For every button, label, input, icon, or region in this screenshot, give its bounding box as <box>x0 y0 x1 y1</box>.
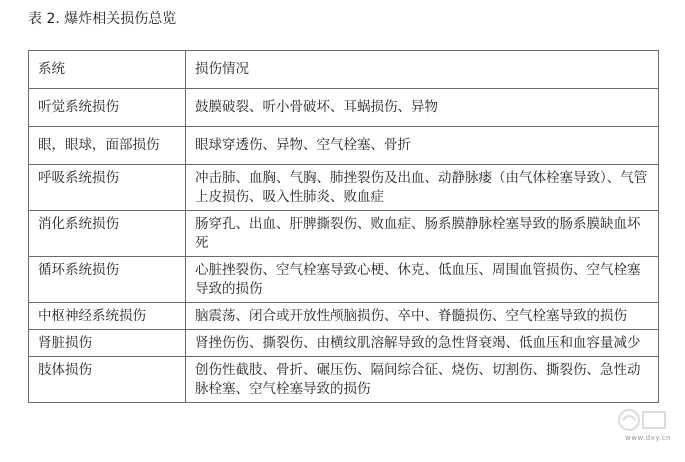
table-row <box>29 257 659 303</box>
table-row <box>29 357 659 403</box>
system-cell: 眼，眼球，面部损伤 <box>29 127 186 165</box>
table-row <box>29 127 659 165</box>
column-header-system: 系统 <box>29 51 186 89</box>
table-caption: 表 2. 爆炸相关损伤总览 <box>28 11 177 27</box>
watermark-text: www.dxy.cn <box>625 434 671 442</box>
injuries-cell: 鼓膜破裂、听小骨破坏、耳蜗损伤、异物 <box>186 89 659 127</box>
table-row <box>29 89 659 127</box>
injuries-cell: 肠穿孔、出血、肝脾撕裂伤、败血症、肠系膜静脉栓塞导致的肠系膜缺血坏死 <box>186 211 659 257</box>
system-cell: 循环系统损伤 <box>29 257 186 303</box>
system-cell: 呼吸系统损伤 <box>29 165 186 211</box>
system-cell: 消化系统损伤 <box>29 211 186 257</box>
injuries-cell: 脑震荡、闭合或开放性颅脑损伤、卒中、脊髓损伤、空气栓塞导致的损伤 <box>186 303 659 330</box>
injuries-cell: 创伤性截肢、骨折、碾压伤、隔间综合征、烧伤、切割伤、撕裂伤、急性动脉栓塞、空气栓塞导致的损伤 <box>186 357 659 403</box>
column-header-injuries: 损伤情况 <box>186 51 659 89</box>
table-row <box>29 165 659 211</box>
system-cell: 中枢神经系统损伤 <box>29 303 186 330</box>
system-cell: 肢体损伤 <box>29 357 186 403</box>
blast-injury-summary-table <box>28 50 659 403</box>
table-header-row <box>29 51 659 89</box>
injuries-cell: 肾挫伤伤、撕裂伤、由横纹肌溶解导致的急性肾衰竭、低血压和血容量减少 <box>186 330 659 357</box>
injuries-cell: 冲击肺、血胸、气胸、肺挫裂伤及出血、动静脉瘘（由气体栓塞导致）、气管上皮损伤、吸入性肺炎、败血症 <box>186 165 659 211</box>
table-row <box>29 303 659 330</box>
injuries-cell: 眼球穿透伤、异物、空气栓塞、骨折 <box>186 127 659 165</box>
system-cell: 肾脏损伤 <box>29 330 186 357</box>
injuries-cell: 心脏挫裂伤、空气栓塞导致心梗、休克、低血压、周围血管损伤、空气栓塞导致的损伤 <box>186 257 659 303</box>
table-row <box>29 211 659 257</box>
system-cell: 听觉系统损伤 <box>29 89 186 127</box>
table-row <box>29 330 659 357</box>
